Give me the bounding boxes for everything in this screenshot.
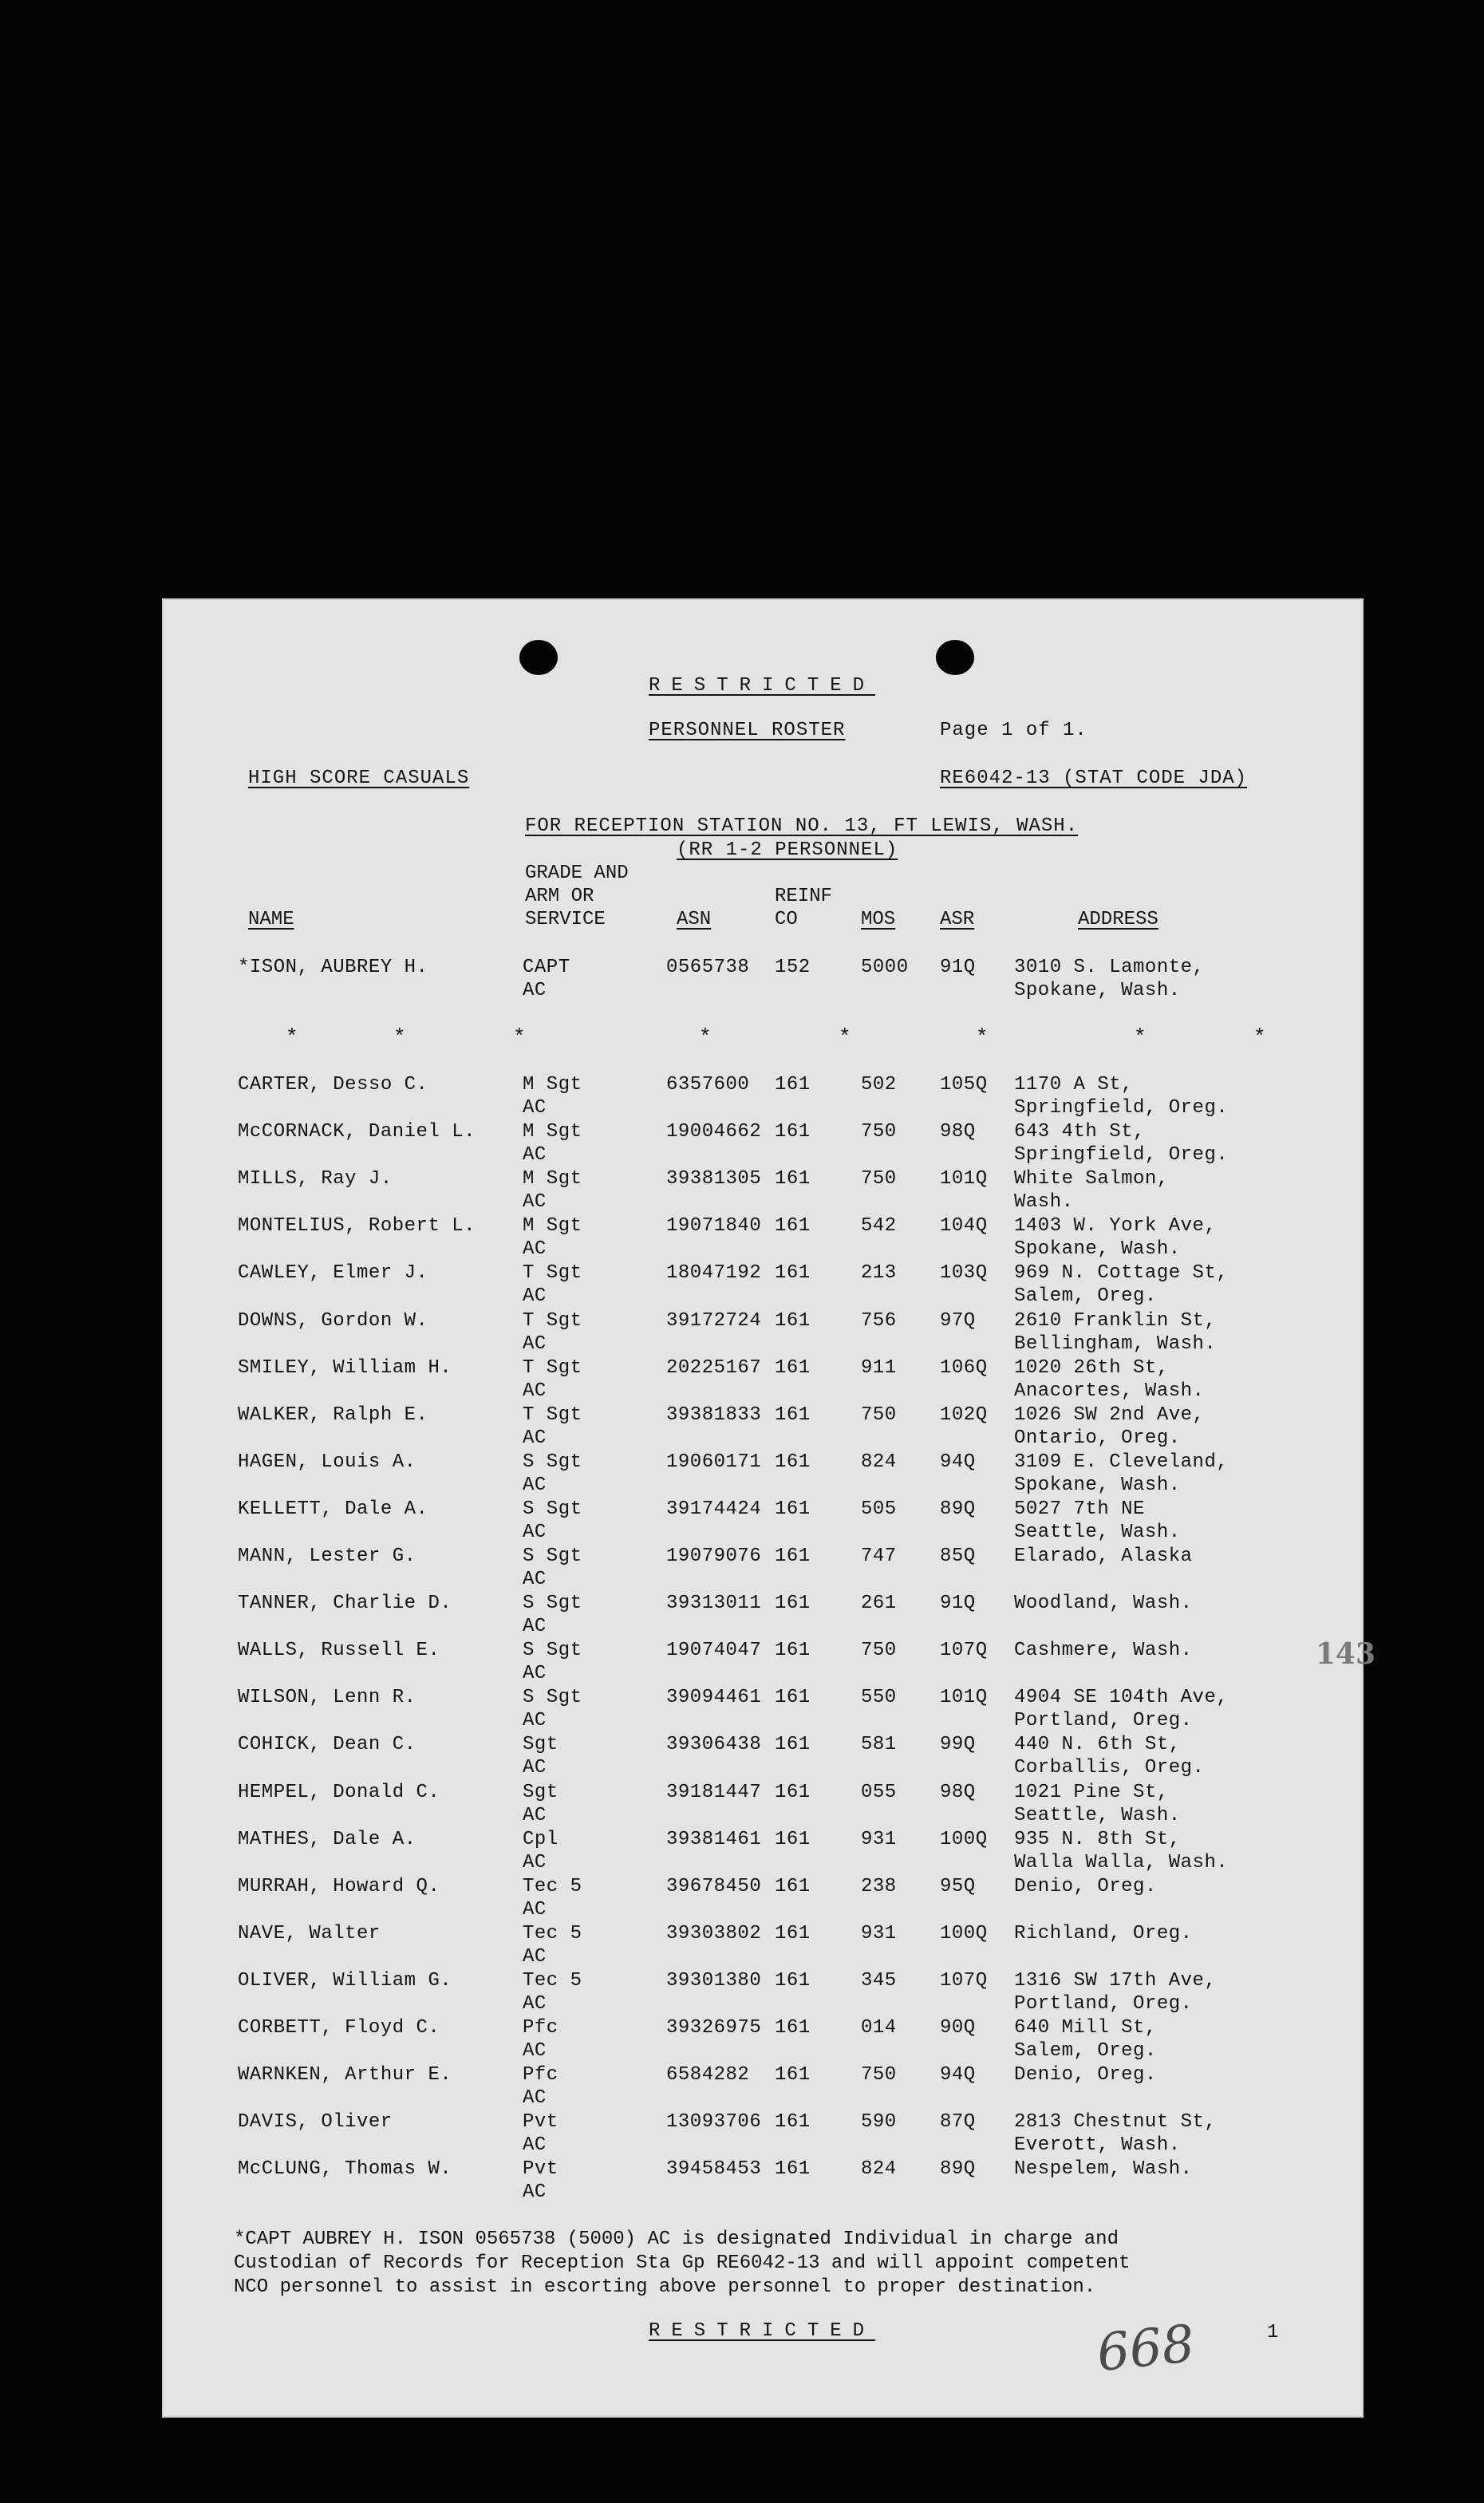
cell-arm: AC [523,1191,547,1214]
cell-addr1: 1170 A St, [1014,1074,1134,1096]
cell-co: 161 [775,2158,811,2181]
cell-co: 161 [775,1734,811,1756]
footnote: *CAPT AUBREY H. ISON 0565738 (5000) AC is designated Individual in charge and Custodian of Records for Reception Sta Gp RE6042-13 and will appoint competent NCO personnel to assist in escorting above personnel to proper destination. [234,2229,1131,2298]
cell-asr: 101Q [940,1687,988,1709]
leader-name: *ISON, AUBREY H. [238,957,428,978]
roster-title [649,720,845,742]
cell-asn: 39381833 [666,1403,762,1426]
cell-name: WILSON, Lenn R. [238,1687,416,1709]
table-row [162,1214,1364,1261]
cell-grade: S Sgt [523,1593,582,1615]
table-row [162,1686,1364,1732]
cell-co: 161 [775,1687,811,1709]
cell-grade: S Sgt [523,1687,582,1709]
cell-mos: 824 [861,2158,897,2181]
cell-asn: 39174424 [666,1498,762,1520]
cell-name: COHICK, Dean C. [238,1734,416,1756]
cell-asr: 99Q [940,1734,976,1756]
cell-arm: AC [523,1851,547,1873]
cell-co: 161 [775,1781,811,1803]
cell-asn: 19074047 [666,1640,762,1662]
separator-star: * [699,1025,712,1049]
table-row [162,1639,1364,1685]
cell-arm: AC [523,1144,547,1167]
cell-name: MATHES, Dale A. [238,1828,416,1850]
col-address: ADDRESS [1078,909,1158,930]
table-row [162,1120,1364,1167]
cell-asn: 19004662 [666,1121,762,1143]
cell-asn: 6357600 [666,1074,750,1096]
cell-grade: S Sgt [523,1498,582,1520]
cell-co: 161 [775,1356,811,1379]
cell-arm: AC [523,2087,547,2110]
cell-name: McCORNACK, Daniel L. [238,1121,476,1143]
cell-addr2: Portland, Oreg. [1014,1710,1193,1732]
cell-arm: AC [523,1710,547,1732]
table-row [162,1733,1364,1779]
cell-asn: 20225167 [666,1356,762,1379]
cell-arm: AC [523,1757,547,1779]
cell-mos: 750 [861,1121,897,1143]
cell-addr2: Corballis, Oreg. [1014,1757,1205,1779]
cell-co: 161 [775,1640,811,1662]
col-reinf: REINF CO [775,886,833,930]
cell-asr: 94Q [940,1451,976,1473]
cell-grade: Tec 5 [523,1922,582,1944]
cell-grade: Tec 5 [523,1875,582,1897]
separator-star: * [1253,1025,1266,1049]
cell-asn: 39181447 [666,1781,762,1803]
cell-name: WALLS, Russell E. [238,1640,440,1662]
cell-grade: T Sgt [523,1262,582,1285]
cell-name: SMILEY, William H. [238,1356,452,1379]
table-row [162,1828,1364,1874]
cell-asr: 100Q [940,1922,988,1944]
cell-addr1: Cashmere, Wash. [1014,1640,1193,1662]
cell-name: CORBETT, Floyd C. [238,2017,440,2039]
cell-addr2: Springfield, Oreg. [1014,1097,1229,1119]
cell-name: TANNER, Charlie D. [238,1593,452,1615]
cell-asn: 18047192 [666,1262,762,1285]
cell-grade: M Sgt [523,1168,582,1190]
cell-mos: 750 [861,2064,897,2086]
cell-addr2: Walla Walla, Wash. [1014,1851,1229,1873]
cell-addr2: Ontario, Oreg. [1014,1427,1181,1449]
cell-addr2: Salem, Oreg. [1014,2040,1157,2062]
cell-name: OLIVER, William G. [238,1969,452,1992]
roster-title-text: PERSONNEL ROSTER [649,720,846,741]
cell-mos: 756 [861,1309,897,1332]
cell-asr: 94Q [940,2064,976,2086]
cell-addr1: 5027 7th NE [1014,1498,1145,1520]
cell-asr: 89Q [940,2158,976,2181]
cell-addr1: Nespelem, Wash. [1014,2158,1193,2181]
col-asn: ASN [677,909,712,930]
cell-mos: 502 [861,1074,897,1096]
cell-arm: AC [523,1992,547,2015]
roster-sheet [162,598,1375,2418]
cell-arm: AC [523,1616,547,1638]
cell-arm: AC [523,1898,547,1921]
station-line: FOR RECEPTION STATION NO. 13, FT LEWIS, WASH. [525,815,1079,837]
table-row [162,1498,1364,1544]
cell-grade: M Sgt [523,1215,582,1238]
cell-grade: M Sgt [523,1074,582,1096]
cell-asn: 19071840 [666,1215,762,1238]
cell-grade: S Sgt [523,1451,582,1473]
cell-co: 161 [775,1262,811,1285]
cell-name: HAGEN, Louis A. [238,1451,416,1473]
cell-co: 161 [775,1121,811,1143]
separator-star: * [286,1025,298,1049]
cell-co: 161 [775,1922,811,1944]
leader-addr2: Spokane, Wash. [1014,980,1181,1001]
cell-grade: Pvt [523,2111,558,2134]
leader-grade: CAPT [523,957,570,978]
cell-addr2: Seattle, Wash. [1014,1521,1181,1543]
separator-star: * [513,1025,526,1049]
cell-addr1: 2610 Franklin St, [1014,1309,1217,1332]
cell-grade: Sgt [523,1781,558,1803]
col-grade: GRADE AND ARM OR SERVICE [525,863,629,930]
cell-asn: 39458453 [666,2158,762,2181]
page-label: Page 1 of 1. [940,720,1087,741]
cell-mos: 213 [861,1262,897,1285]
cell-addr1: 4904 SE 104th Ave, [1014,1687,1229,1709]
separator-star: * [1134,1025,1147,1049]
table-row [162,2063,1364,2110]
cell-mos: 747 [861,1546,897,1567]
cell-arm: AC [523,1285,547,1308]
cell-name: MURRAH, Howard Q. [238,1875,440,1897]
cell-asr: 101Q [940,1168,988,1190]
cell-asr: 104Q [940,1215,988,1238]
cell-grade: Pfc [523,2017,558,2039]
cell-grade: S Sgt [523,1546,582,1567]
cell-arm: AC [523,1474,547,1496]
cell-mos: 824 [861,1451,897,1473]
cell-name: DAVIS, Oliver [238,2111,393,2134]
cell-mos: 542 [861,1215,897,1238]
cell-grade: M Sgt [523,1121,582,1143]
cell-asr: 100Q [940,1828,988,1850]
cell-co: 161 [775,1969,811,1992]
cell-asr: 89Q [940,1498,976,1520]
cell-asr: 98Q [940,1121,976,1143]
cell-grade: T Sgt [523,1403,582,1426]
cell-name: MANN, Lester G. [238,1546,416,1567]
cell-addr2: Bellingham, Wash. [1014,1332,1217,1355]
cell-arm: AC [523,2134,547,2157]
cell-name: MILLS, Ray J. [238,1168,393,1190]
table-row [162,1922,1364,1968]
cell-name: WARNKEN, Arthur E. [238,2064,452,2086]
cell-name: WALKER, Ralph E. [238,1403,428,1426]
cell-co: 161 [775,1451,811,1473]
cell-addr1: Denio, Oreg. [1014,1875,1157,1897]
cell-arm: AC [523,2181,547,2204]
cell-grade: Tec 5 [523,1969,582,1992]
cell-arm: AC [523,1380,547,1402]
cell-grade: T Sgt [523,1309,582,1332]
cell-addr2: Seattle, Wash. [1014,1804,1181,1826]
cell-grade: Cpl [523,1828,558,1850]
cell-addr1: 643 4th St, [1014,1121,1145,1143]
cell-asn: 39301380 [666,1969,762,1992]
cell-co: 161 [775,2064,811,2086]
cell-name: CARTER, Desso C. [238,1074,428,1096]
cell-addr1: Richland, Oreg. [1014,1922,1193,1944]
cell-asn: 13093706 [666,2111,762,2134]
cell-addr2: Spokane, Wash. [1014,1474,1181,1496]
table-row [162,1875,1364,1921]
leader-mos: 5000 [861,957,909,978]
cell-asn: 39172724 [666,1309,762,1332]
cell-asr: 106Q [940,1356,988,1379]
cell-mos: 931 [861,1828,897,1850]
cell-addr1: 935 N. 8th St, [1014,1828,1181,1850]
personnel-line: (RR 1-2 PERSONNEL) [677,839,898,861]
page-number: 1 [1267,2322,1279,2343]
cell-arm: AC [523,1663,547,1685]
table-row [162,1545,1364,1591]
cell-name: CAWLEY, Elmer J. [238,1262,428,1285]
cell-mos: 261 [861,1593,897,1615]
leader-asr: 91Q [940,957,976,978]
cell-asn: 19060171 [666,1451,762,1473]
cell-mos: 911 [861,1356,897,1379]
cell-arm: AC [523,1569,547,1590]
table-row [162,1592,1364,1638]
cell-addr1: 1021 Pine St, [1014,1781,1169,1803]
cell-addr2: Springfield, Oreg. [1014,1144,1229,1167]
cell-arm: AC [523,1332,547,1355]
separator-star: * [976,1025,989,1049]
code-line: RE6042-13 (STAT CODE JDA) [940,768,1248,789]
cell-mos: 590 [861,2111,897,2134]
cell-addr2: Portland, Oreg. [1014,1992,1193,2015]
cell-co: 161 [775,1074,811,1096]
cell-addr2: Spokane, Wash. [1014,1238,1181,1261]
cell-addr1: 640 Mill St, [1014,2017,1157,2039]
cell-asr: 98Q [940,1781,976,1803]
leader-row [162,956,1364,1002]
cell-co: 161 [775,1498,811,1520]
cell-mos: 750 [861,1168,897,1190]
table-row [162,1403,1364,1450]
cell-asr: 103Q [940,1262,988,1285]
cell-asr: 107Q [940,1969,988,1992]
cell-asr: 95Q [940,1875,976,1897]
col-mos: MOS [861,909,896,930]
cell-asr: 107Q [940,1640,988,1662]
col-name: NAME [248,909,294,930]
cell-co: 161 [775,1215,811,1238]
table-row [162,2158,1364,2204]
cell-name: MONTELIUS, Robert L. [238,1215,476,1238]
cell-co: 161 [775,2111,811,2134]
punch-hole-left [519,640,558,675]
cell-mos: 750 [861,1403,897,1426]
cell-mos: 550 [861,1687,897,1709]
cell-asn: 39303802 [666,1922,762,1944]
cell-co: 161 [775,1593,811,1615]
cell-co: 161 [775,1309,811,1332]
cell-grade: T Sgt [523,1356,582,1379]
classification-top: RESTRICTED [649,675,876,697]
cell-arm: AC [523,1521,547,1543]
cell-co: 161 [775,1828,811,1850]
cell-addr2: Everott, Wash. [1014,2134,1181,2157]
cell-co: 161 [775,1403,811,1426]
table-row [162,1073,1364,1119]
cell-grade: Pvt [523,2158,558,2181]
cell-asn: 6584282 [666,2064,750,2086]
cell-co: 161 [775,1168,811,1190]
cell-arm: AC [523,1945,547,1968]
cell-grade: Pfc [523,2064,558,2086]
stamped-sheet-number: 143 [1315,1637,1375,1671]
table-row [162,1451,1364,1497]
cell-addr1: Elarado, Alaska [1014,1546,1193,1567]
cell-asn: 39094461 [666,1687,762,1709]
cell-asn: 39313011 [666,1593,762,1615]
cell-addr1: 1020 26th St, [1014,1356,1169,1379]
cell-mos: 055 [861,1781,897,1803]
cell-addr1: 1026 SW 2nd Ave, [1014,1403,1205,1426]
table-row [162,1969,1364,2015]
cell-co: 161 [775,1875,811,1897]
cell-mos: 750 [861,1640,897,1662]
leader-co: 152 [775,957,811,978]
cell-asr: 97Q [940,1309,976,1332]
leader-addr1: 3010 S. Lamonte, [1014,957,1205,978]
cell-addr2: Salem, Oreg. [1014,1285,1157,1308]
cell-mos: 345 [861,1969,897,1992]
cell-name: KELLETT, Dale A. [238,1498,428,1520]
cell-asn: 39381461 [666,1828,762,1850]
cell-addr2: Anacortes, Wash. [1014,1380,1205,1402]
cell-asn: 39306438 [666,1734,762,1756]
cell-addr1: 1403 W. York Ave, [1014,1215,1217,1238]
cell-asr: 102Q [940,1403,988,1426]
cell-name: DOWNS, Gordon W. [238,1309,428,1332]
punch-hole-right [936,640,974,675]
cell-asn: 39381305 [666,1168,762,1190]
cell-asr: 85Q [940,1546,976,1567]
cell-asr: 91Q [940,1593,976,1615]
cell-arm: AC [523,2040,547,2062]
cell-grade: S Sgt [523,1640,582,1662]
cell-addr1: 1316 SW 17th Ave, [1014,1969,1217,1992]
cell-arm: AC [523,1427,547,1449]
cell-addr1: Denio, Oreg. [1014,2064,1157,2086]
table-row [162,2016,1364,2063]
cell-co: 161 [775,2017,811,2039]
cell-addr1: 440 N. 6th St, [1014,1734,1181,1756]
cell-addr2: Wash. [1014,1191,1074,1214]
cell-name: NAVE, Walter [238,1922,381,1944]
cell-mos: 505 [861,1498,897,1520]
separator-star: * [393,1025,406,1049]
cell-co: 161 [775,1546,811,1567]
leader-arm: AC [523,980,547,1001]
cell-grade: Sgt [523,1734,558,1756]
cell-mos: 014 [861,2017,897,2039]
cell-addr1: White Salmon, [1014,1168,1169,1190]
table-row [162,1781,1364,1827]
table-row [162,1167,1364,1214]
cell-asr: 90Q [940,2017,976,2039]
cell-name: McCLUNG, Thomas W. [238,2158,452,2181]
cell-addr1: 2813 Chestnut St, [1014,2111,1217,2134]
table-row [162,1309,1364,1356]
cell-asn: 19079076 [666,1546,762,1567]
cell-addr1: 969 N. Cottage St, [1014,1262,1229,1285]
table-row [162,1356,1364,1403]
col-asr: ASR [940,909,975,930]
cell-asn: 39326975 [666,2017,762,2039]
cell-asr: 105Q [940,1074,988,1096]
cell-addr1: Woodland, Wash. [1014,1593,1193,1615]
cell-asr: 87Q [940,2111,976,2134]
handwritten-number: 668 [1094,2314,1198,2384]
cell-addr1: 3109 E. Cleveland, [1014,1451,1229,1473]
cell-name: HEMPEL, Donald C. [238,1781,440,1803]
group-title: HIGH SCORE CASUALS [248,768,470,789]
table-row [162,1261,1364,1308]
leader-asn: 0565738 [666,957,750,978]
cell-arm: AC [523,1238,547,1261]
cell-mos: 581 [861,1734,897,1756]
cell-asn: 39678450 [666,1875,762,1897]
table-row [162,2110,1364,2157]
cell-arm: AC [523,1804,547,1826]
classification-bottom: RESTRICTED [649,2320,876,2342]
cell-arm: AC [523,1097,547,1119]
separator-star: * [839,1025,851,1049]
cell-mos: 931 [861,1922,897,1944]
cell-mos: 238 [861,1875,897,1897]
